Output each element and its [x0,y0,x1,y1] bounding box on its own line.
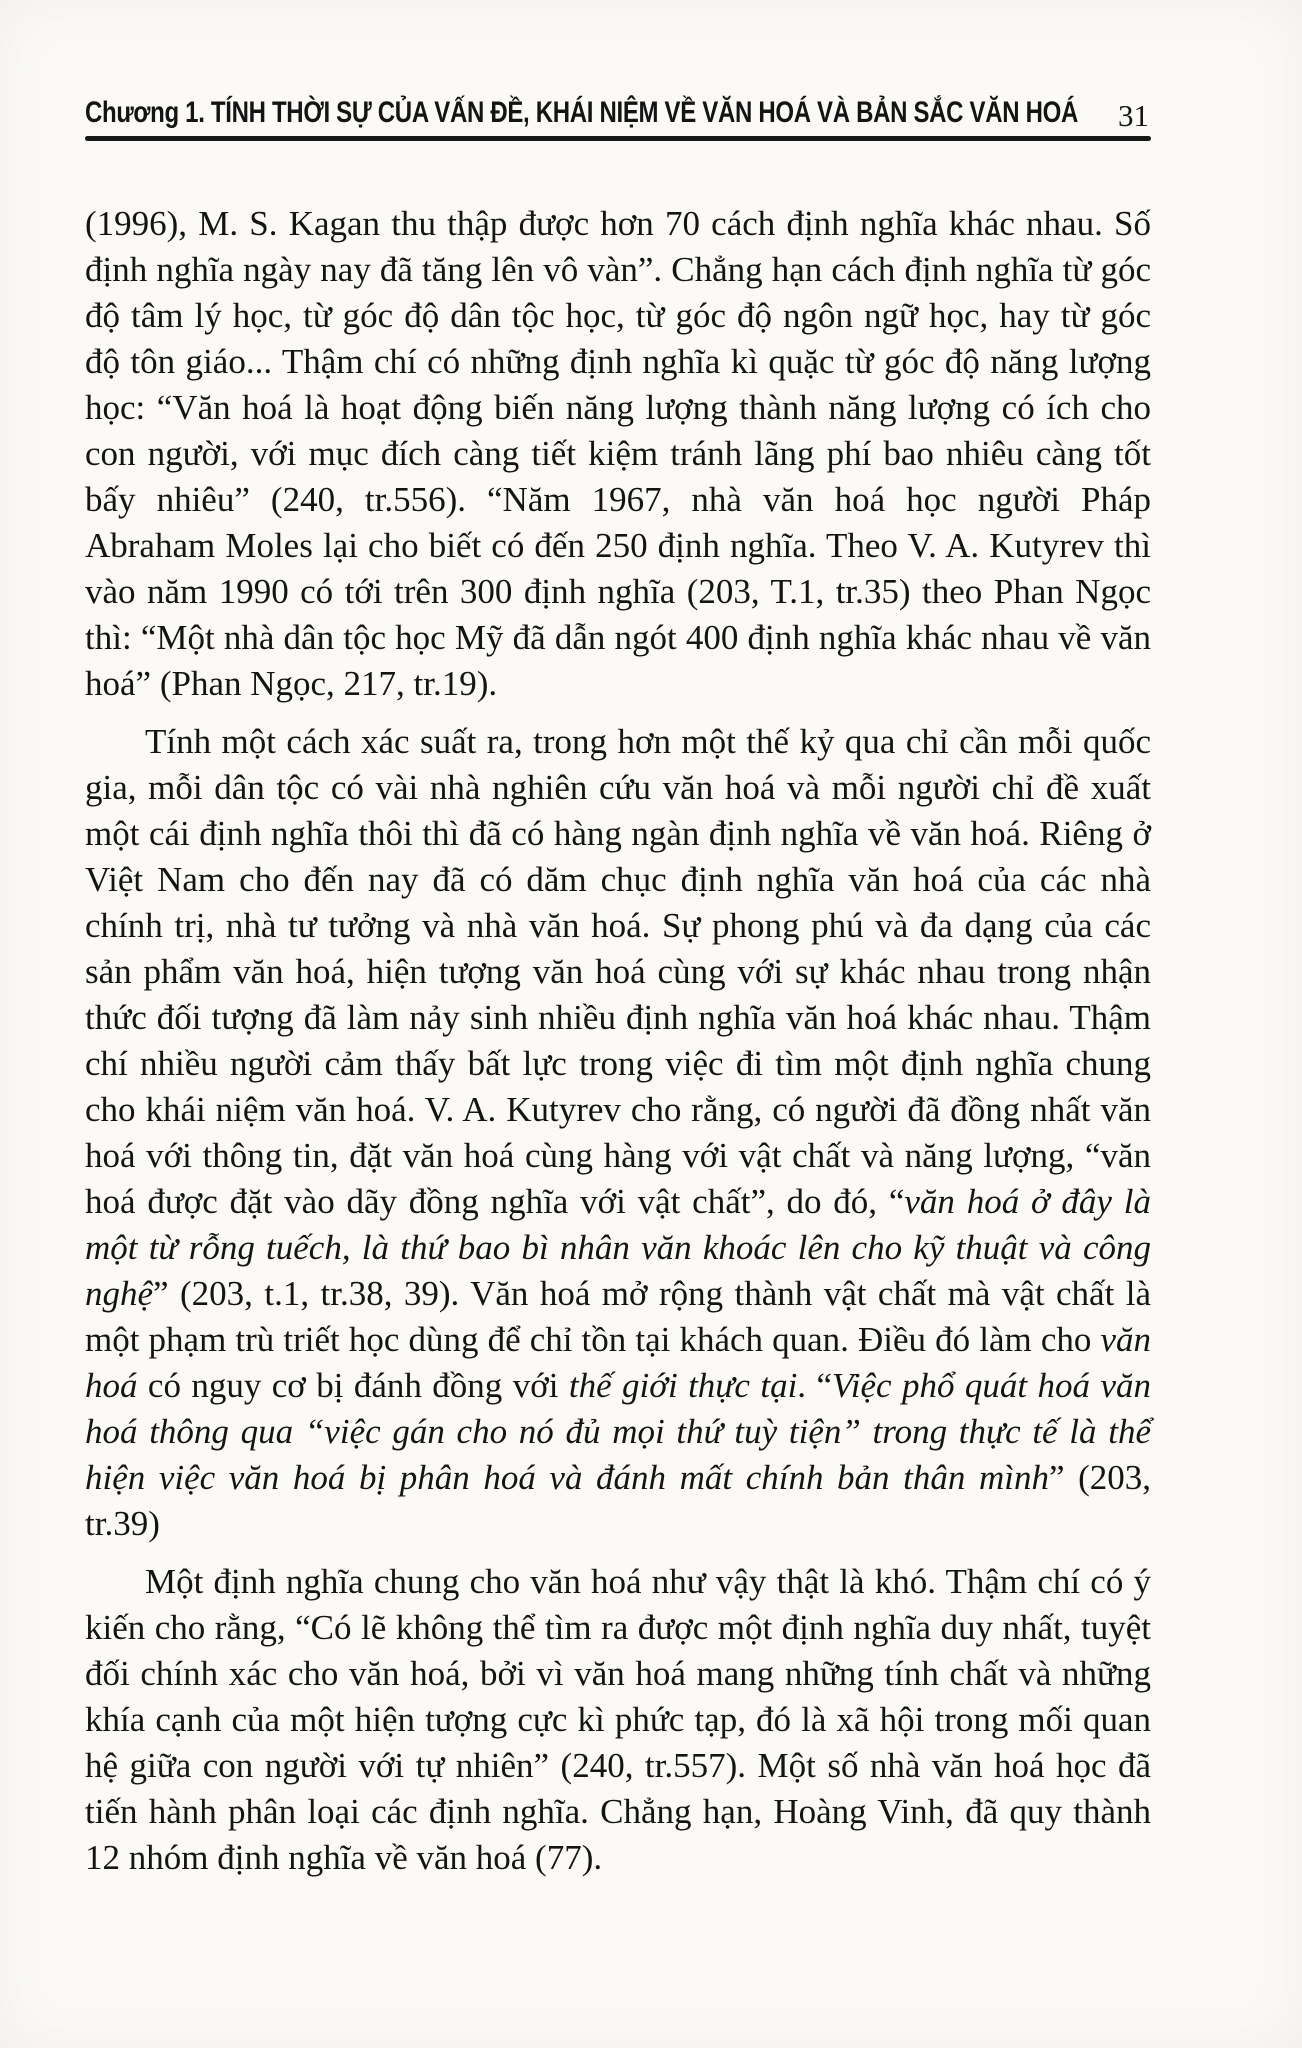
text-segment: . “ [797,1366,832,1405]
chapter-heading [85,96,1078,130]
paragraph [85,1559,1151,1881]
text-segment: Một định nghĩa chung cho văn hoá như vậy thật là khó. Thậm chí có ý kiến cho rằng, “Có lẽ không thể tìm ra được một định nghĩa duy nhất, tuyệt đối chính xác cho văn hoá, bởi vì văn hoá mang những tính chất và những khía cạnh của một hiện tượng cực kì phức tạp, đó là xã hội trong mối quan hệ giữa con người với tự nhiên” (240, tr.557). Một số nhà văn hoá học đã tiến hành phân loại các định nghĩa. Chẳng hạn, Hoàng Vinh, đã quy thành 12 nhóm định nghĩa về văn hoá (77). [85,1562,1151,1877]
paragraph [85,201,1151,707]
text-segment: ” (203, tr.39) [85,1458,1151,1543]
text-segment: (1996), M. S. Kagan thu thập được hơn 70 cách định nghĩa khác nhau. Số định nghĩa ngày nay đã tăng lên vô vàn”. Chẳng hạn cách định nghĩa từ góc độ tâm lý học, từ góc độ dân tộc học, từ góc độ ngôn ngữ học, hay từ góc độ tôn giáo... Thậm chí có những định nghĩa kì quặc từ góc độ năng lượng học: “Văn hoá là hoạt động biến năng lượng thành năng lượng có ích cho con người, với mục đích càng tiết kiệm tránh lãng phí bao nhiêu càng tốt bấy nhiêu” (240, tr.556). “Năm 1967, nhà văn hoá học người Pháp Abraham Moles lại cho biết có đến 250 định nghĩa. Theo V. A. Kutyrev thì vào năm 1990 có tới trên 300 định nghĩa (203, T.1, tr.35) theo Phan Ngọc thì: “Một nhà dân tộc học Mỹ đã dẫn ngót 400 định nghĩa khác nhau về văn hoá” (Phan Ngọc, 217, tr.19). [85,204,1151,703]
italic-text-segment: Việc phổ quát hoá văn hoá thông qua “việc gán cho nó đủ mọi thứ tuỳ tiện” trong thực tế là thể hiện việc văn hoá bị phân hoá và đánh mất chính bản thân mình [85,1366,1151,1497]
header-rule [85,136,1151,141]
text-segment: Tính một cách xác suất ra, trong hơn một thế kỷ qua chỉ cần mỗi quốc gia, mỗi dân tộc có vài nhà nghiên cứu văn hoá và mỗi người chỉ đề xuất một cái định nghĩa thôi thì đã có hàng ngàn định nghĩa về văn hoá. Riêng ở Việt Nam cho đến nay đã có dăm chục định nghĩa văn hoá của các nhà chính trị, nhà tư tưởng và nhà văn hoá. Sự phong phú và đa dạng của các sản phẩm văn hoá, hiện tượng văn hoá cùng với sự khác nhau trong nhận thức đối tượng đã làm nảy sinh nhiều định nghĩa văn hoá khác nhau. Thậm chí nhiều người cảm thấy bất lực trong việc đi tìm một định nghĩa chung cho khái niệm văn hoá. V. A. Kutyrev cho rằng, có người đã đồng nhất văn hoá với thông tin, đặt văn hoá cùng hàng với vật chất và năng lượng, “văn hoá được đặt vào dãy đồng nghĩa với vật chất”, do đó, “ [85,722,1151,1221]
text-segment: ” (203, t.1, tr.38, 39). Văn hoá mở rộng thành vật chất mà vật chất là một phạm trù triết học dùng để chỉ tồn tại khách quan. Điều đó làm cho [85,1274,1151,1359]
page-content [85,86,1151,1881]
chapter-title: TÍNH THỜI SỰ CỦA VẤN ĐỀ, KHÁI NIỆM VỀ VĂN HOÁ VÀ BẢN SẮC VĂN HOÁ [204,96,1078,129]
body-text [85,201,1151,1881]
text-segment: có nguy cơ bị đánh đồng với [137,1366,569,1405]
italic-text-segment: thế giới thực tại [568,1366,798,1405]
chapter-label: Chương 1. [85,96,205,129]
paragraph [85,719,1151,1547]
running-header [85,86,1151,136]
page-number: 31 [1118,98,1149,133]
italic-text-segment: văn hoá [85,1320,1151,1405]
italic-text-segment: văn hoá ở đây là một từ rỗng tuếch, là thứ bao bì nhân văn khoác lên cho kỹ thuật và công nghệ [85,1182,1151,1313]
